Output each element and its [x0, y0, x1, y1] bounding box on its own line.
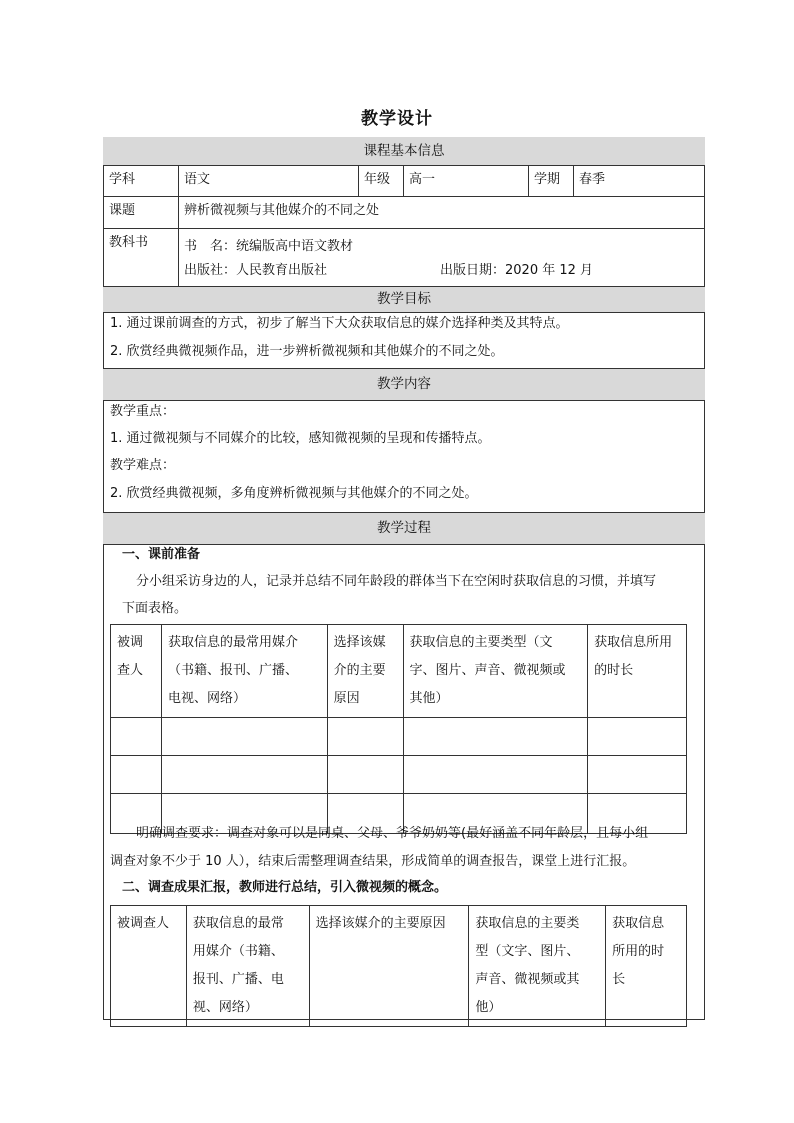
- textbook-info: [178, 229, 703, 286]
- basic-info-header: [103, 137, 705, 166]
- survey-table-1: [110, 624, 687, 834]
- survey-table-2: [110, 905, 687, 1027]
- table2-header-reason: 选择该媒介的主要原因: [309, 906, 469, 1027]
- table1-header-respondent: 被调 查人: [111, 625, 162, 718]
- requirement-line2: 调查对象不少于 10 人），结束后需整理调查结果，形成简单的调查报告，课堂上进行汇报。: [110, 854, 636, 869]
- table2-header-info-type: 获取信息的主要类 型（文字、图片、 声音、微视频或其 他）: [469, 906, 606, 1027]
- key-point-item: 1. 通过微视频与不同媒介的比较，感知微视频的呈现和传播特点。: [110, 431, 491, 446]
- difficult-point-label: 教学难点：: [110, 458, 176, 473]
- term-label: 学期: [534, 172, 561, 187]
- goals-body: [103, 313, 705, 369]
- basic-info-header-text: 课程基本信息: [363, 143, 445, 159]
- subject-value: 语文: [184, 172, 211, 187]
- requirement-line1: 明确调查要求：调查对象可以是同桌、父母、爷爷奶奶等(最好涵盖不同年龄层，且每小组: [136, 826, 649, 841]
- table-header-row: [111, 906, 687, 1027]
- textbook-label: 教科书: [109, 235, 149, 250]
- goal-item-1: 1. 通过课前调查的方式，初步了解当下大众获取信息的媒介选择种类及其特点。: [110, 316, 569, 331]
- key-point-label: 教学重点：: [110, 404, 176, 419]
- goals-header: [103, 287, 705, 313]
- process-header-text: 教学过程: [377, 520, 431, 536]
- table2-header-duration: 获取信息 所用的时 长: [606, 906, 687, 1027]
- publisher: 出版社：人民教育出版社: [184, 263, 328, 278]
- difficult-point-item: 2. 欣赏经典微视频，多角度辨析微视频与其他媒介的不同之处。: [110, 486, 478, 501]
- subject-row: [103, 166, 705, 197]
- table1-header-reason: 选择该媒 介的主要 原因: [327, 625, 403, 718]
- subject-label: 学科: [109, 172, 136, 187]
- grade-label: 年级: [364, 172, 391, 187]
- topic-label: 课题: [109, 203, 136, 218]
- table-row: [111, 718, 687, 756]
- content-header: [103, 369, 705, 401]
- content-header-text: 教学内容: [377, 376, 431, 392]
- publication-date: 出版日期：2020 年 12 月: [440, 263, 594, 278]
- content-body: [103, 401, 705, 513]
- table2-header-respondent: 被调查人: [111, 906, 187, 1027]
- book-name: 书 名：统编版高中语文教材: [184, 239, 354, 254]
- document-title: 教学设计: [361, 109, 433, 129]
- step1-text-line2: 下面表格。: [122, 601, 188, 616]
- textbook-row: [103, 229, 705, 287]
- step1-title: 一、课前准备: [122, 547, 201, 562]
- table-header-row: [111, 625, 687, 718]
- table-row: [111, 756, 687, 794]
- step2-title: 二、调查成果汇报，教师进行总结，引入微视频的概念。: [122, 880, 448, 895]
- grade-value: 高一: [409, 172, 436, 187]
- step1-text-line1: 分小组采访身边的人，记录并总结不同年龄段的群体当下在空闲时获取信息的习惯，并填写: [136, 574, 657, 589]
- goal-item-2: 2. 欣赏经典微视频作品，进一步辨析微视频和其他媒介的不同之处。: [110, 344, 504, 359]
- table1-header-media: 获取信息的最常用媒介 （书籍、报刊、广播、 电视、网络）: [161, 625, 327, 718]
- table1-header-info-type: 获取信息的主要类型（文 字、图片、声音、微视频或 其他）: [403, 625, 588, 718]
- topic-row: [103, 197, 705, 229]
- topic-value: 辨析微视频与其他媒介的不同之处: [184, 203, 380, 218]
- table2-header-media: 获取信息的最常 用媒介（书籍、 报刊、广播、电 视、网络）: [186, 906, 309, 1027]
- term-value: 春季: [579, 172, 606, 187]
- process-header: [103, 513, 705, 545]
- goals-header-text: 教学目标: [377, 291, 431, 307]
- table1-header-duration: 获取信息所用 的时长: [588, 625, 687, 718]
